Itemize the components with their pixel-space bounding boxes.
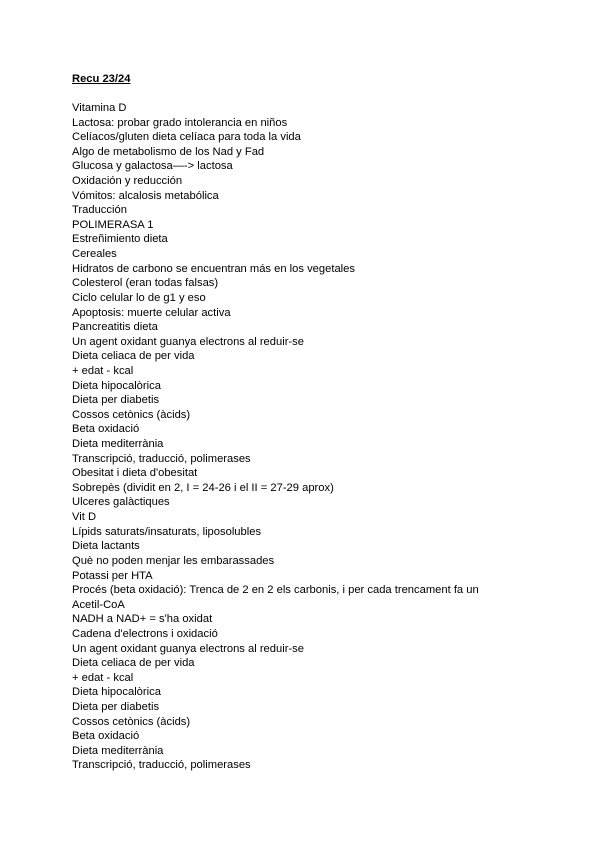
note-line: Vómitos: alcalosis metabólica — [72, 189, 219, 202]
note-line: Dieta mediterrània — [72, 744, 164, 757]
note-line: Vitamina D — [72, 102, 127, 114]
note-line: Transcripció, traducció, polimerases — [72, 759, 251, 772]
note-line: Algo de metabolismo de los Nad y Fad — [72, 145, 265, 158]
notes-list — [72, 101, 542, 773]
note-line: Cereales — [72, 248, 117, 261]
note-line: Obesitat i dieta d'obesitat — [72, 467, 198, 480]
note-line: Dieta celiaca de per vida — [72, 350, 195, 363]
note-line: Cadena d'electrons i oxidació — [72, 627, 218, 640]
note-line: POLIMERASA 1 — [72, 218, 154, 231]
note-line: Dieta hipocalòrica — [72, 686, 161, 699]
document-title: Recu 23/24 — [72, 73, 131, 85]
note-line: Traducción — [72, 204, 127, 217]
note-line: Dieta per diabetis — [72, 394, 160, 407]
note-line: Ciclo celular lo de g1 y eso — [72, 291, 206, 304]
note-line: Acetil-CoA — [72, 598, 125, 611]
note-line: Dieta per diabetis — [72, 700, 160, 713]
note-line: Dieta hipocalòrica — [72, 379, 161, 392]
note-line: Transcripció, traducció, polimerases — [72, 452, 251, 465]
note-line: Sobrepès (dividit en 2, I = 24-26 i el II = 27-29 aprox) — [72, 481, 334, 494]
note-line: Lactosa: probar grado intolerancia en niños — [72, 116, 288, 129]
note-line: Dieta mediterrània — [72, 438, 164, 451]
note-line: Vit D — [72, 511, 97, 524]
note-line: Procés (beta oxidació): Trenca de 2 en 2 els carbonis, i per cada trencament fa un — [72, 584, 479, 597]
note-line: Cossos cetònics (àcids) — [72, 715, 191, 728]
note-line: Beta oxidació — [72, 730, 140, 743]
note-line: + edat - kcal — [72, 364, 134, 377]
note-line: Un agent oxidant guanya electrons al reduir-se — [72, 335, 304, 348]
note-line: Apoptosis: muerte celular activa — [72, 306, 231, 319]
note-line: Què no poden menjar les embarassades — [72, 554, 275, 567]
note-line: Un agent oxidant guanya electrons al reduir-se — [72, 642, 304, 655]
note-line: + edat - kcal — [72, 671, 134, 684]
note-line: Oxidación y reducción — [72, 175, 183, 188]
note-line: Colesterol (eran todas falsas) — [72, 277, 219, 290]
note-line: Hidratos de carbono se encuentran más en los vegetales — [72, 262, 355, 275]
note-line: Pancreatitis dieta — [72, 321, 158, 334]
note-line: Cossos cetònics (àcids) — [72, 408, 191, 421]
note-line: Beta oxidació — [72, 423, 140, 436]
note-line: Ulceres galàctiques — [72, 496, 170, 509]
note-line: Lípids saturats/insaturats, liposolubles — [72, 525, 262, 538]
note-line: Dieta lactants — [72, 540, 140, 553]
note-line: Dieta celiaca de per vida — [72, 657, 195, 670]
note-line: Glucosa y galactosa—-> lactosa — [72, 160, 233, 173]
note-line: Celíacos/gluten dieta celíaca para toda la vida — [72, 131, 301, 144]
note-line: Estreñimiento dieta — [72, 233, 168, 246]
note-line: Potassi per HTA — [72, 569, 153, 582]
note-line: NADH a NAD+ = s'ha oxidat — [72, 613, 213, 626]
